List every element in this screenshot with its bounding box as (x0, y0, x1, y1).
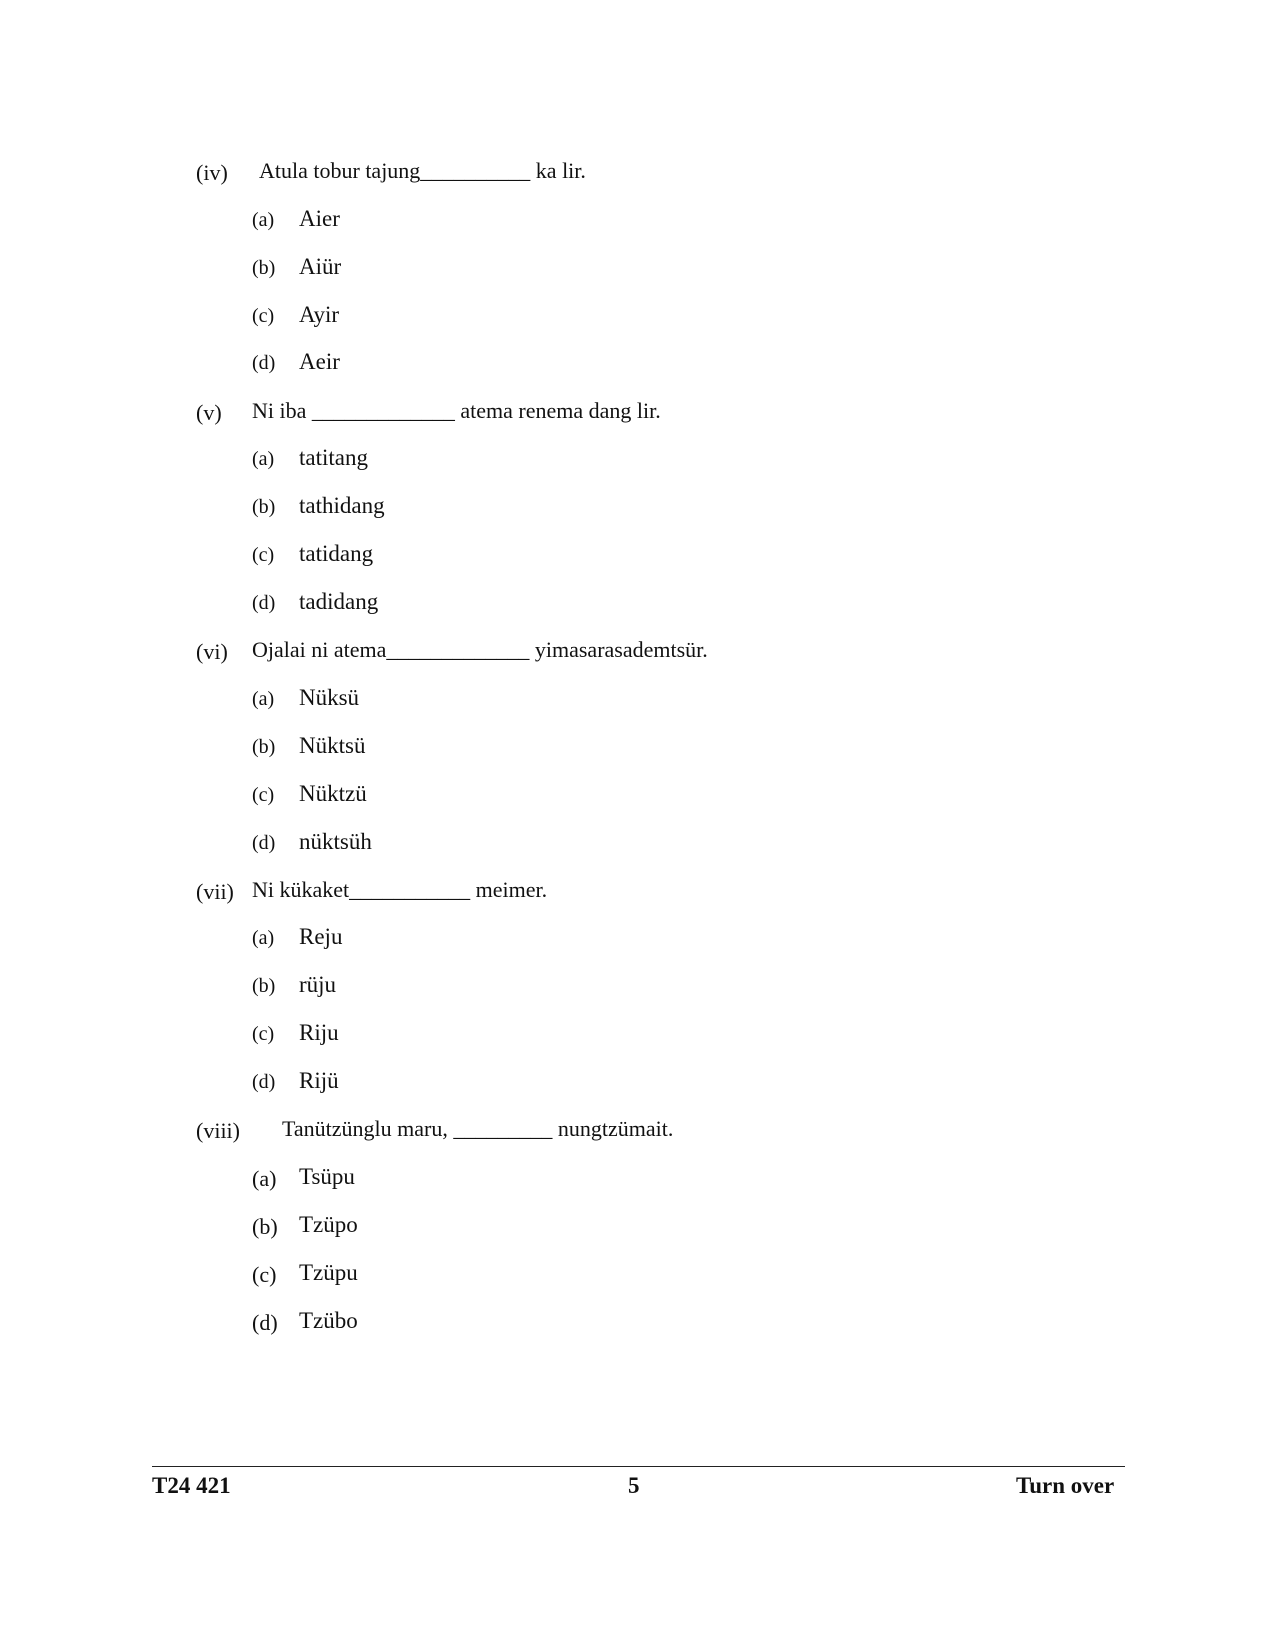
option-label: (a) (252, 448, 275, 470)
option-label: (b) (252, 1214, 278, 1239)
option-label: (d) (252, 1071, 276, 1093)
option-label: (a) (252, 1166, 277, 1191)
question-number: (viii) (196, 1118, 240, 1143)
option-label: (c) (252, 544, 275, 566)
option-text: Nüksü (299, 685, 360, 710)
option-text: Aier (299, 206, 340, 231)
option-label: (c) (252, 1262, 277, 1287)
option-label: (a) (252, 209, 275, 231)
question-number: (v) (196, 400, 222, 425)
option-text: Aeir (299, 349, 340, 374)
option-text: tathidang (299, 493, 385, 518)
option-text: Riju (299, 1020, 339, 1045)
option-label: (d) (252, 1310, 278, 1335)
option-label: (d) (252, 352, 276, 374)
option-text: Rijü (299, 1068, 339, 1093)
option-text: tatitang (299, 445, 368, 470)
option-text: Reju (299, 924, 343, 949)
question-number: (vii) (196, 879, 234, 904)
option-label: (d) (252, 832, 276, 854)
option-text: Aiür (299, 254, 342, 279)
option-text: rüju (299, 972, 337, 997)
footer-divider (152, 1466, 1125, 1467)
question-text: Tanützünglu maru, _________ nungtzümait. (282, 1116, 674, 1141)
question-text: Ni iba _____________ atema renema dang lir. (252, 398, 661, 423)
question-number: (vi) (196, 639, 228, 664)
option-label: (a) (252, 688, 275, 710)
option-text: Nüktsü (299, 733, 366, 758)
option-text: tadidang (299, 589, 379, 614)
option-text: nüktsüh (299, 829, 372, 854)
question-number: (iv) (196, 160, 228, 185)
question-text: Ni kükaket___________ meimer. (252, 877, 548, 902)
option-text: Tzüpo (299, 1212, 358, 1237)
option-label: (b) (252, 496, 276, 518)
option-label: (b) (252, 975, 276, 997)
option-label: (a) (252, 927, 275, 949)
option-label: (c) (252, 305, 275, 327)
page-number: 5 (628, 1473, 640, 1498)
option-text: Tzübo (299, 1308, 358, 1333)
option-text: Tsüpu (299, 1164, 355, 1189)
option-text: Tzüpu (299, 1260, 358, 1285)
option-label: (d) (252, 592, 276, 614)
option-label: (c) (252, 1023, 275, 1045)
turn-over-label: Turn over (1016, 1473, 1115, 1498)
option-text: Nüktzü (299, 781, 367, 806)
option-text: Ayir (299, 302, 340, 327)
option-text: tatidang (299, 541, 374, 566)
question-text: Ojalai ni atema_____________ yimasarasademtsür. (252, 637, 708, 662)
paper-code: T24 421 (152, 1473, 231, 1498)
option-label: (b) (252, 257, 276, 279)
question-text: Atula tobur tajung__________ ka lir. (259, 158, 586, 183)
option-label: (b) (252, 736, 276, 758)
option-label: (c) (252, 784, 275, 806)
